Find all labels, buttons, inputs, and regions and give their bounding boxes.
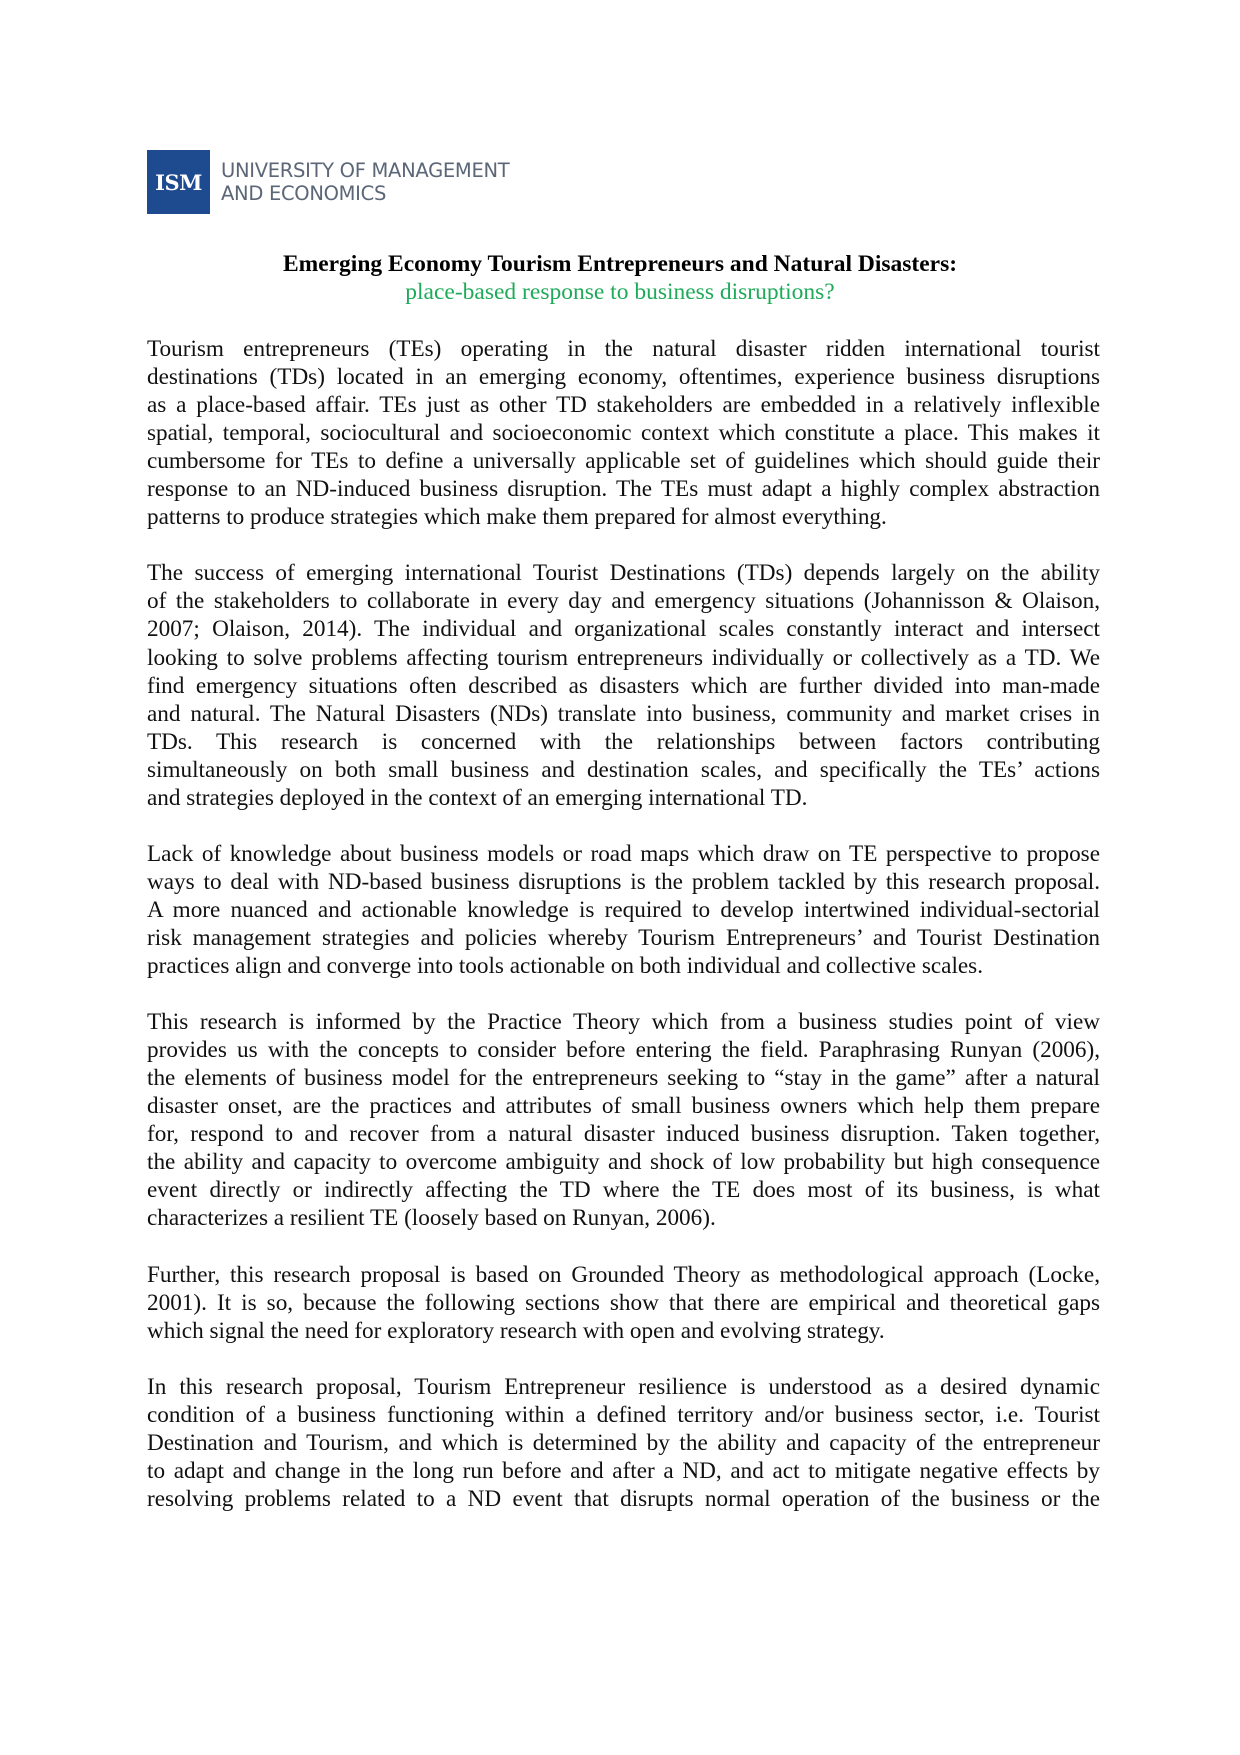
document-body bbox=[147, 335, 1100, 1541]
body-paragraph bbox=[147, 1008, 1100, 1232]
paragraph-line: This research is informed by the Practice Theory which from a business studies point of view bbox=[147, 1009, 1100, 1036]
body-paragraph bbox=[147, 840, 1100, 980]
document-subtitle: place-based response to business disruptions? bbox=[405, 279, 835, 305]
paragraph-line: as a place-based affair. TEs just as other TD stakeholders are embedded in a relatively inflexible bbox=[147, 392, 1100, 419]
paragraph-line: which signal the need for exploratory research with open and evolving strategy. bbox=[147, 1317, 885, 1344]
university-name-line-1: UNIVERSITY OF MANAGEMENT bbox=[221, 159, 510, 182]
paragraph-line: response to an ND-induced business disruption. The TEs must adapt a highly complex abstraction bbox=[147, 476, 1100, 503]
body-paragraph bbox=[147, 1373, 1100, 1513]
paragraph-line: In this research proposal, Tourism Entrepreneur resilience is understood as a desired dynamic bbox=[147, 1373, 1100, 1400]
university-name bbox=[221, 159, 509, 205]
body-paragraph bbox=[147, 1261, 1100, 1345]
paragraph-line: Further, this research proposal is based on Grounded Theory as methodological approach (Locke, bbox=[147, 1261, 1100, 1288]
paragraph-line: looking to solve problems affecting tourism entrepreneurs individually or collectively as a TD. We bbox=[147, 644, 1100, 671]
paragraph-line: disaster onset, are the practices and attributes of small business owners which help them prepare bbox=[147, 1093, 1100, 1120]
paragraph-line: to adapt and change in the long run before and after a ND, and act to mitigate negative effects by bbox=[147, 1457, 1100, 1484]
paragraph-line: Lack of knowledge about business models or road maps which draw on TE perspective to propose bbox=[147, 840, 1100, 867]
paragraph-line: and natural. The Natural Disasters (NDs) translate into business, community and market crises in bbox=[147, 700, 1100, 727]
paragraph-line: event directly or indirectly affecting the TD where the TE does most of its business, is what bbox=[147, 1177, 1100, 1204]
paragraph-line: find emergency situations often described as disasters which are further divided into man-made bbox=[147, 672, 1100, 699]
paragraph-line: spatial, temporal, sociocultural and socioeconomic context which constitute a place. This makes it bbox=[147, 420, 1100, 447]
paragraph-line: patterns to produce strategies which make them prepared for almost everything. bbox=[147, 504, 887, 531]
paragraph-line: A more nuanced and actionable knowledge is required to develop intertwined individual-sectorial bbox=[147, 896, 1100, 923]
paragraph-line: 2007; Olaison, 2014). The individual and organizational scales constantly interact and intersect bbox=[147, 616, 1100, 643]
body-paragraph bbox=[147, 559, 1100, 811]
document-title: Emerging Economy Tourism Entrepreneurs and Natural Disasters: bbox=[282, 251, 958, 277]
paragraph-line: for, respond to and recover from a natural disaster induced business disruption. Taken together, bbox=[147, 1121, 1100, 1148]
paragraph-line: provides us with the concepts to consider before entering the field. Paraphrasing Runyan (2006), bbox=[147, 1037, 1100, 1064]
paragraph-line: condition of a business functioning within a defined territory and/or business sector, i.e. Tourist bbox=[147, 1401, 1100, 1428]
body-paragraph bbox=[147, 335, 1100, 531]
paragraph-line: Destination and Tourism, and which is determined by the ability and capacity of the entrepreneur bbox=[147, 1429, 1100, 1456]
paragraph-line: of the stakeholders to collaborate in every day and emergency situations (Johannisson & Olaison, bbox=[147, 588, 1100, 615]
paragraph-line: and strategies deployed in the context of an emerging international TD. bbox=[147, 784, 808, 811]
paragraph-line: 2001). It is so, because the following sections show that there are empirical and theoretical gaps bbox=[147, 1289, 1100, 1316]
paragraph-line: practices align and converge into tools actionable on both individual and collective scales. bbox=[147, 953, 983, 980]
university-logo bbox=[147, 150, 509, 214]
paragraph-line: destinations (TDs) located in an emerging economy, oftentimes, experience business disruptions bbox=[147, 364, 1100, 391]
university-name-line-2: AND ECONOMICS bbox=[221, 182, 387, 205]
paragraph-line: the elements of business model for the entrepreneurs seeking to “stay in the game” after a natural bbox=[147, 1065, 1100, 1092]
paragraph-line: Tourism entrepreneurs (TEs) operating in the natural disaster ridden international tourist bbox=[147, 336, 1100, 362]
paragraph-line: TDs. This research is concerned with the relationships between factors contributing bbox=[147, 728, 1100, 755]
paragraph-line: characterizes a resilient TE (loosely based on Runyan, 2006). bbox=[147, 1205, 716, 1232]
paragraph-line: risk management strategies and policies whereby Tourism Entrepreneurs’ and Tourist Destination bbox=[147, 924, 1100, 951]
paragraph-line: The success of emerging international Tourist Destinations (TDs) depends largely on the ability bbox=[147, 560, 1100, 587]
paragraph-line: ways to deal with ND-based business disruptions is the problem tackled by this research proposal. bbox=[147, 868, 1100, 895]
paragraph-line: simultaneously on both small business and destination scales, and specifically the TEs’ actions bbox=[147, 756, 1100, 783]
paragraph-line: cumbersome for TEs to define a universally applicable set of guidelines which should guide their bbox=[147, 448, 1100, 475]
ism-logo-mark: ISM bbox=[147, 150, 210, 214]
paragraph-line: the ability and capacity to overcome ambiguity and shock of low probability but high consequence bbox=[147, 1149, 1100, 1176]
paragraph-line: resolving problems related to a ND event that disrupts normal operation of the business or the bbox=[147, 1485, 1100, 1512]
document-header bbox=[0, 250, 1240, 306]
